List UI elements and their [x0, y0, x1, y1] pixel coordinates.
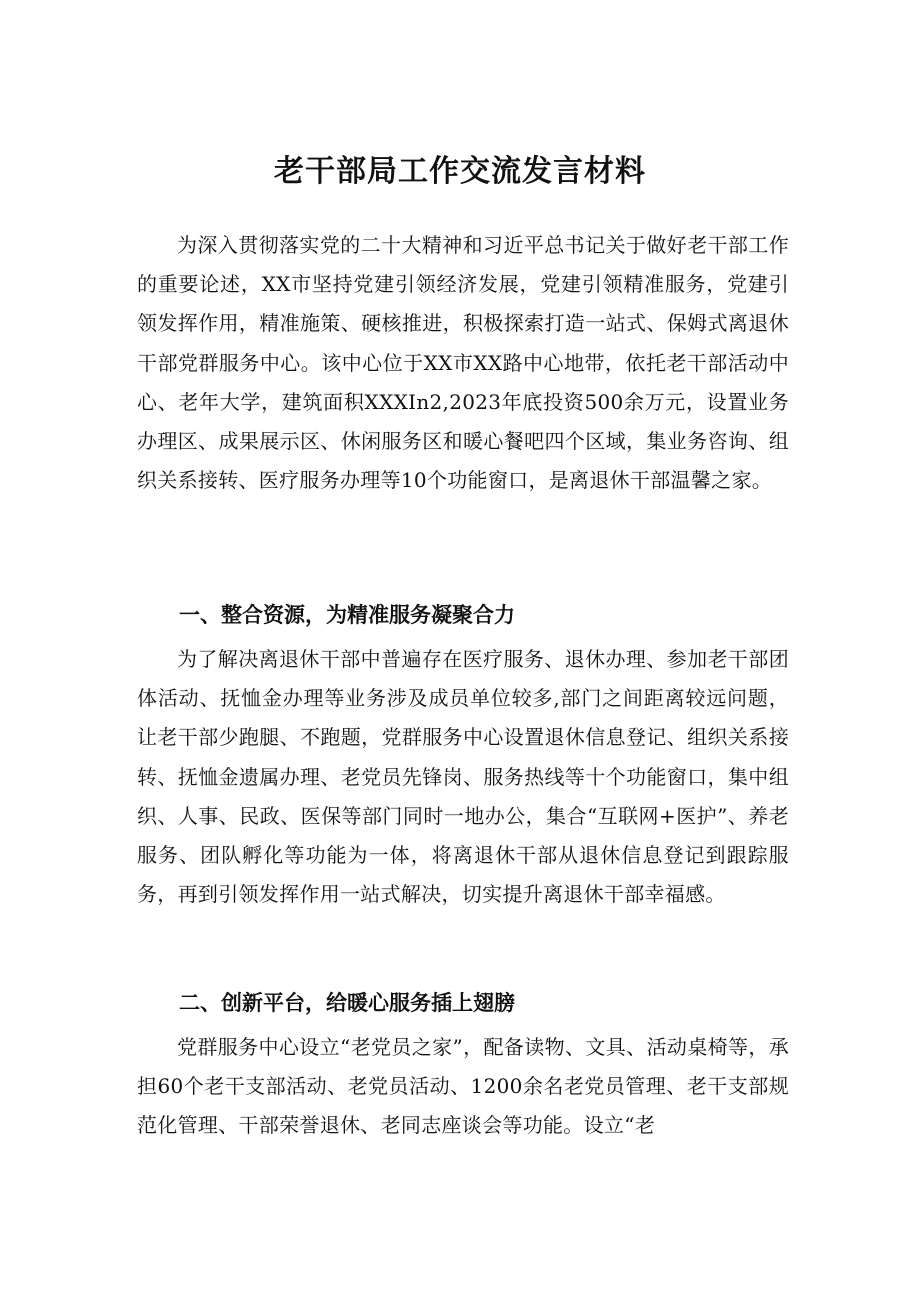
- section-heading-2: 二、创新平台，给暖心服务插上翅膀: [179, 991, 515, 1015]
- section-heading-1: 一、整合资源，为精准服务凝聚合力: [179, 603, 515, 627]
- section-paragraph-2: 党群服务中心设立“老党员之家”，配备读物、文具、活动桌椅等，承担60个老干支部活动、老党员活动、1200余名老党员管理、老干支部规范化管理、干部荣誉退休、老同志座谈会等功能。设立“老: [137, 1035, 789, 1138]
- document-title: 老干部局工作交流发言材料: [274, 154, 646, 189]
- section-paragraph-1: 为了解决离退休干部中普遍存在医疗服务、退休办理、参加老干部团体活动、抚恤金办理等业务涉及成员单位较多,部门之间距离较远问题，让老干部少跑腿、不跑题，党群服务中心设置退休信息登记、组织关系接转、抚恤金遗属办理、老党员先锋岗、服务热线等十个功能窗口，集中组织、人事、民政、医保等部门同时一地办公，集合“互联网+医护”、养老服务、团队孵化等功能为一体，将离退休干部从退休信息登记到跟踪服务，再到引领发挥作用一站式解决，切实提升离退休干部幸福感。: [137, 647, 789, 907]
- intro-paragraph: 为深入贯彻落实党的二十大精神和习近平总书记关于做好老干部工作的重要论述，XX市坚持党建引领经济发展，党建引领精准服务，党建引领发挥作用，精准施策、硬核推进，积极探索打造一站式、保姆式离退休干部党群服务中心。该中心位于XX市XX路中心地带，依托老干部活动中心、老年大学，建筑面积XXXIn2,2023年底投资500余万元，设置业务办理区、成果展示区、休闲服务区和暖心餐吧四个区域，集业务咨询、组织关系接转、医疗服务办理等10个功能窗口，是离退休干部温馨之家。: [137, 233, 789, 493]
